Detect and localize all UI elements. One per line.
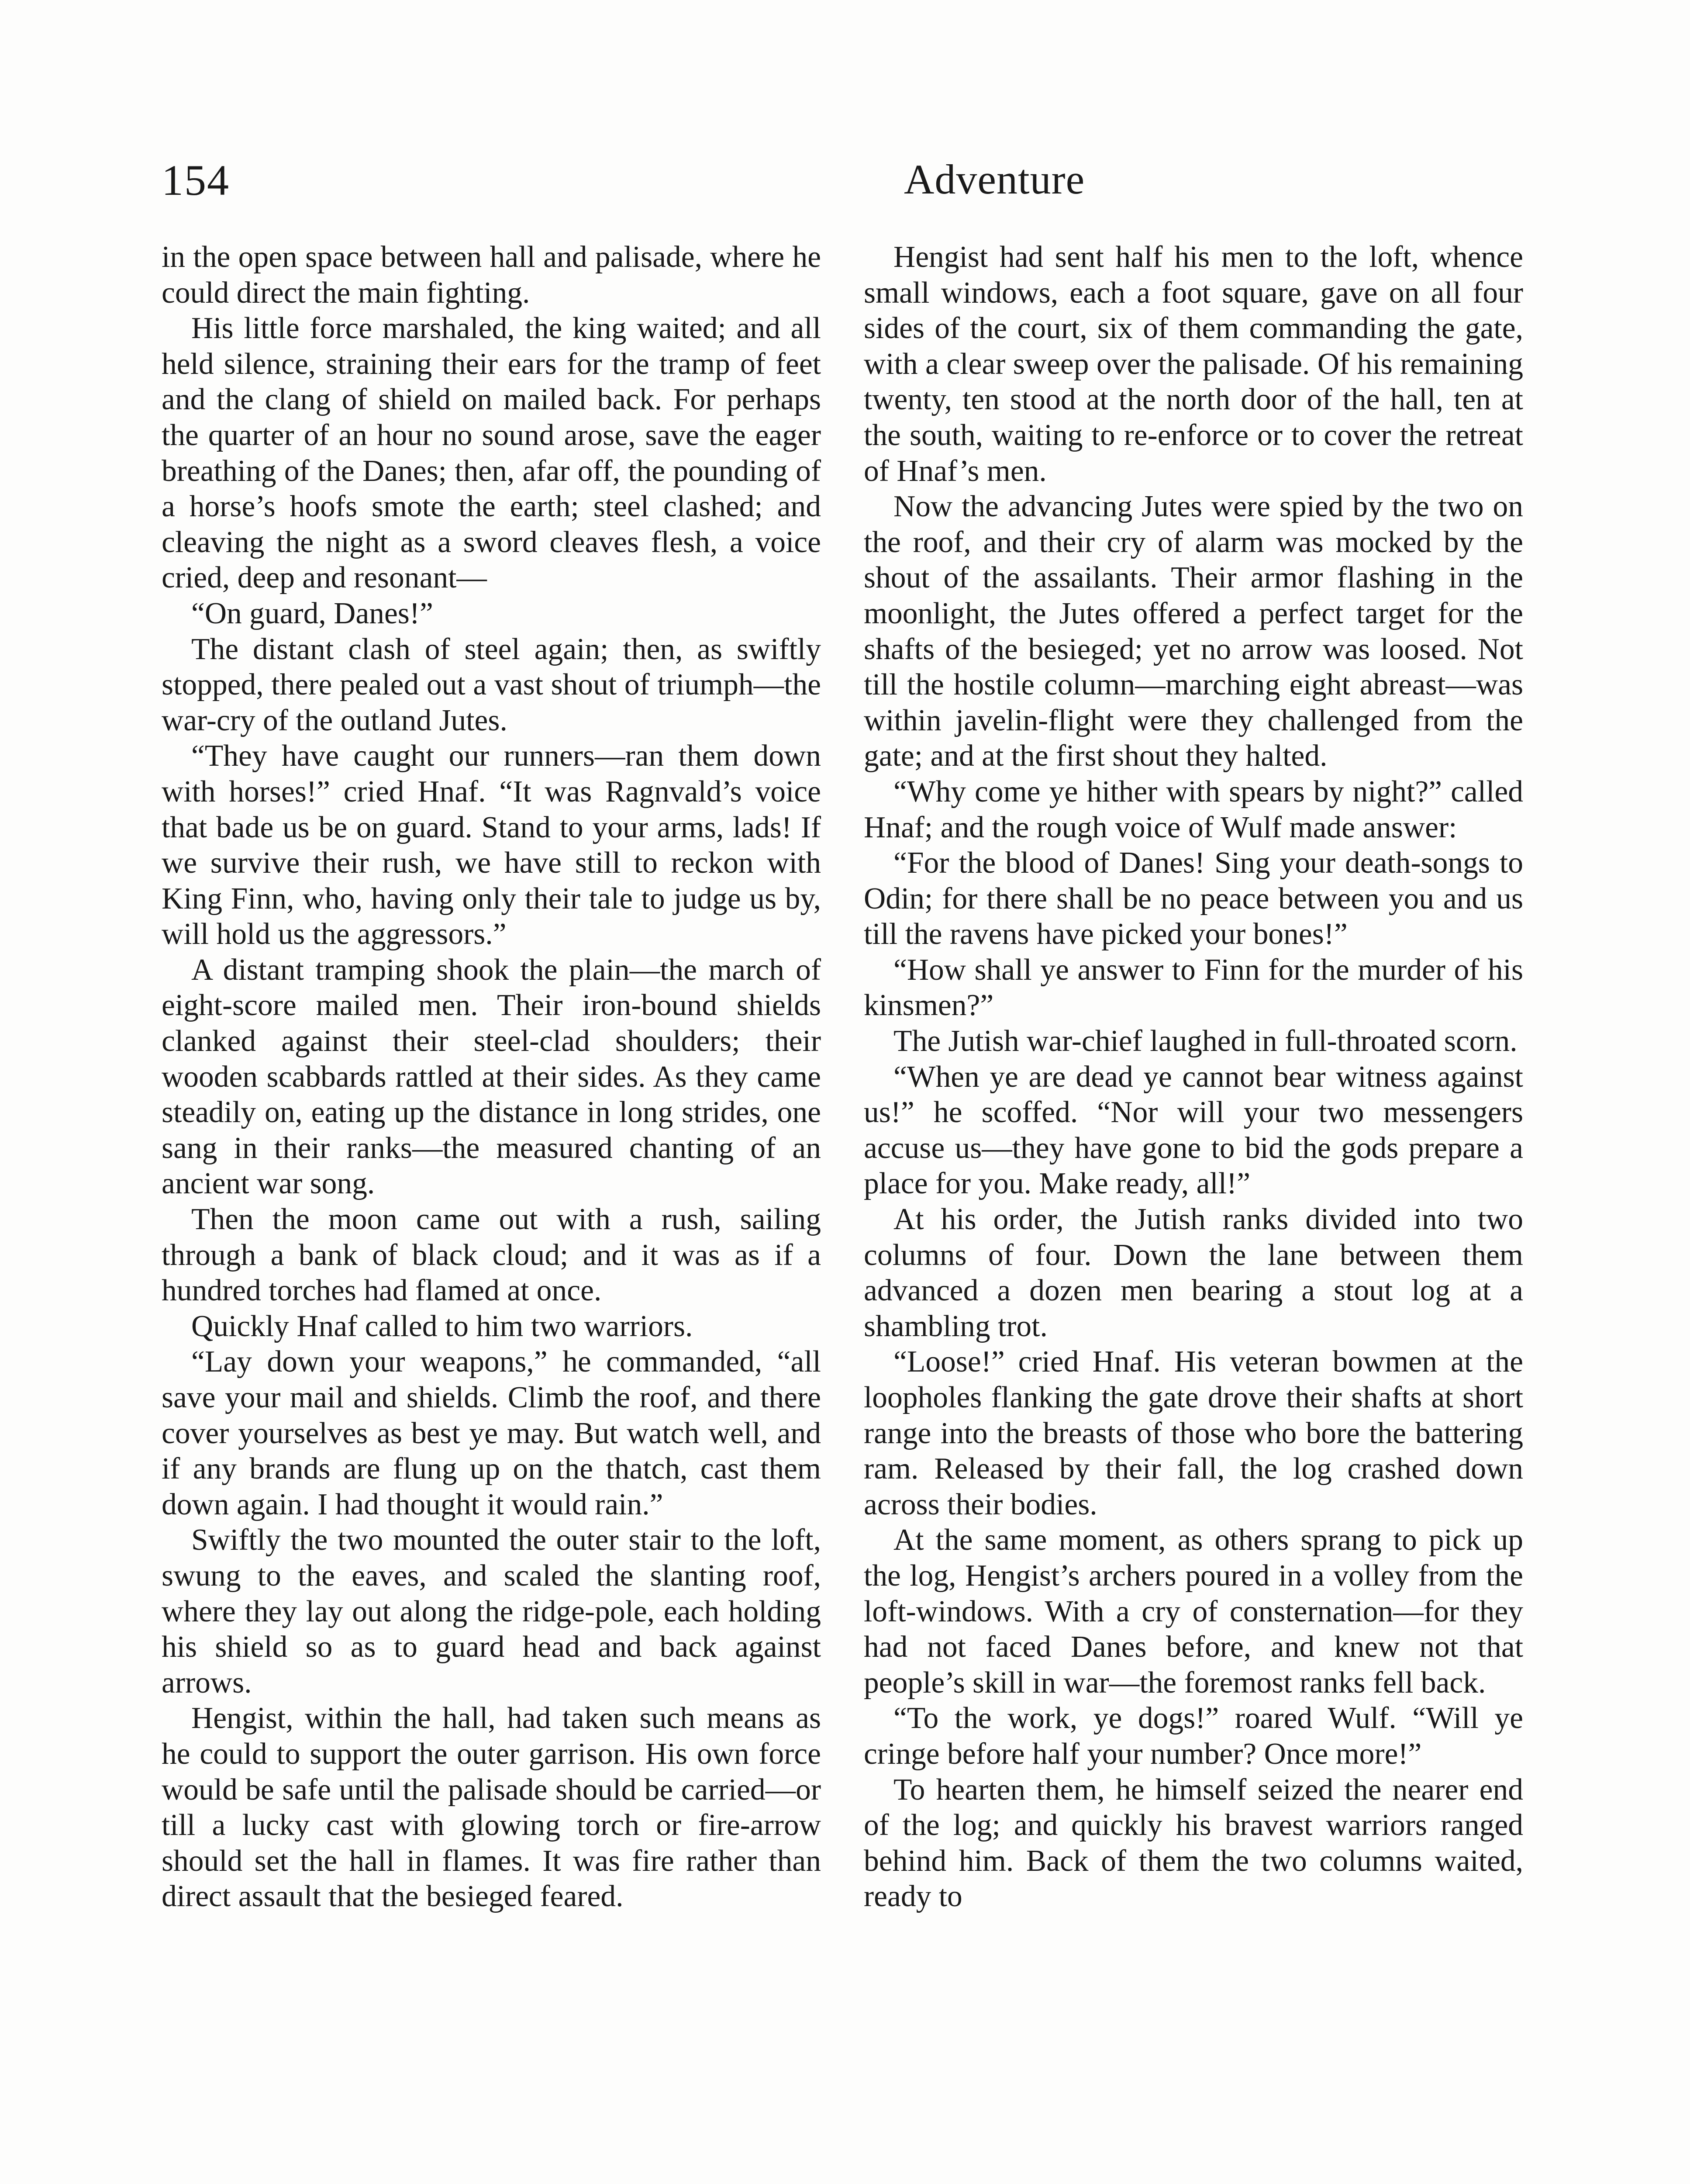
paragraph: “How shall ye answer to Finn for the murder of his kinsmen?” [864,953,1523,1023]
paragraph: “For the blood of Danes! Sing your death-songs to Odin; for there shall be no peace between you and us till the ravens have picked your bones!” [864,846,1523,951]
page-number: 154 [162,156,230,204]
running-head: Adventure [904,156,1085,203]
paragraph: “When ye are dead ye cannot bear witness against us!” he scoffed. “Nor will your two messengers accuse us—they have gone to bid the gods prepare a place for you. Make ready, all!” [864,1060,1523,1201]
paragraph: Quickly Hnaf called to him two warriors. [191,1309,693,1343]
paragraph: At the same moment, as others sprang to pick up the log, Hengist’s archers poured in a volley from the loft-windows. With a cry of consternation—for they had not faced Danes before, and knew not that people’s skill in war—the foremost ranks fell back. [864,1523,1523,1700]
paragraph: “Loose!” cried Hnaf. His veteran bowmen at the loopholes flanking the gate drove their shafts at short range into the breasts of those who bore the battering ram. Released by their fall, the log crashed down across their bodies. [864,1345,1523,1521]
paragraph: “To the work, ye dogs!” roared Wulf. “Will ye cringe before half your number? Once more!” [864,1701,1523,1771]
right-column [864,239,1523,1914]
paragraph: The distant clash of steel again; then, as swiftly stopped, there pealed out a vast shout of triumph—the war-cry of the outland Jutes. [162,632,821,737]
paragraph: “On guard, Danes!” [191,596,433,630]
paragraph: Hengist, within the hall, had taken such means as he could to support the outer garrison. His own force would be safe until the palisade should be carried—or till a lucky cast with glowing torch or fire-arrow should set the hall in flames. It was fire rather than direct assault that the besieged feared. [162,1701,821,1914]
paragraph: Hengist had sent half his men to the loft, whence small windows, each a foot square, gave on all four sides of the court, six of them commanding the gate, with a clear sweep over the palisade. Of his remaining twenty, ten stood at the north door of the hall, ten at the south, waiting to re-enforce or to cover the retreat of Hnaf’s men. [864,240,1523,488]
paragraph: “They have caught our runners—ran them down with horses!” cried Hnaf. “It was Ragnvald’s voice that bade us be on guard. Stand to your arms, lads! If we survive their rush, we have still to reckon with King Finn, who, having only their tale to judge us by, will hold us the aggressors.” [162,739,821,951]
paragraph: Now the advancing Jutes were spied by the two on the roof, and their cry of alarm was mocked by the shout of the assailants. Their armor flashing in the moonlight, the Jutes offered a perfect target for the shafts of the besieged; yet no arrow was loosed. Not till the hostile column—marching eight abreast—was within javelin-flight were they challenged from the gate; and at the first shout they halted. [864,490,1523,773]
paragraph: The Jutish war-chief laughed in full-throated scorn. [893,1024,1518,1058]
page-header [162,155,1528,212]
paragraph: To hearten them, he himself seized the nearer end of the log; and quickly his bravest warriors ranged behind him. Back of them the two columns waited, ready to [864,1773,1523,1914]
paragraph: “Lay down your weapons,” he commanded, “all save your mail and shields. Climb the roof, and there cover yourselves as best ye may. But watch well, and if any brands are flung up on the thatch, cast them down again. I had thought it would rain.” [162,1345,821,1521]
paragraph: Swiftly the two mounted the outer stair to the loft, swung to the eaves, and scaled the slanting roof, where they lay out along the ridge-pole, each holding his shield so as to guard head and back against arrows. [162,1523,821,1700]
left-column [162,239,821,1914]
paragraph: in the open space between hall and palisade, where he could direct the main fighting. [162,240,821,310]
paragraph: Then the moon came out with a rush, sailing through a bank of black cloud; and it was as if a hundred torches had flamed at once. [162,1203,821,1308]
paragraph: At his order, the Jutish ranks divided into two columns of four. Down the lane between them advanced a dozen men bearing a stout log at a shambling trot. [864,1203,1523,1343]
paragraph: His little force marshaled, the king waited; and all held silence, straining their ears for the tramp of feet and the clang of shield on mailed back. For perhaps the quarter of an hour no sound arose, save the eager breathing of the Danes; then, afar off, the pounding of a horse’s hoofs smote the earth; steel clashed; and cleaving the night as a sword cleaves flesh, a voice cried, deep and resonant— [162,311,821,595]
paragraph: A distant tramping shook the plain—the march of eight-score mailed men. Their iron-bound shields clanked against their steel-clad shoulders; their wooden scabbards rattled at their sides. As they came steadily on, eating up the distance in long strides, one sang in their ranks—the measured chanting of an ancient war song. [162,953,821,1201]
paragraph: “Why come ye hither with spears by night?” called Hnaf; and the rough voice of Wulf made answer: [864,774,1523,844]
